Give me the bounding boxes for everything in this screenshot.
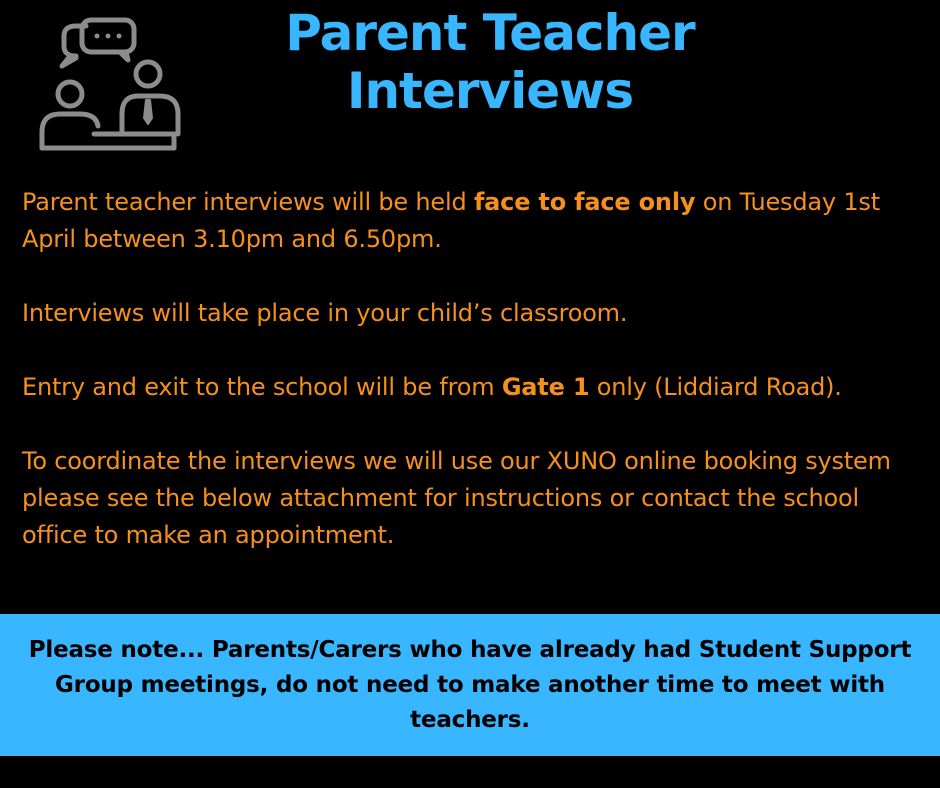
paragraph-entry-exit: [22, 369, 922, 406]
p1-text-after: on Tuesday 1st April between 3.10pm and 6.50pm.: [22, 188, 880, 253]
paragraph-date-time: [22, 184, 922, 258]
parent-teacher-meeting-icon: [34, 14, 184, 156]
p1-emphasis: face to face only: [473, 188, 696, 216]
parent-body-icon: [42, 114, 98, 148]
p3-text-after: only (Liddiard Road).: [589, 373, 842, 401]
page-title: [230, 4, 750, 120]
announcement-body: [22, 184, 922, 554]
paragraph-location: Interviews will take place in your child’s classroom.: [22, 299, 628, 327]
paragraph-booking: To coordinate the interviews we will use our XUNO online booking system please see the below attachment for instructions or contact the school office to make an appointment.: [22, 447, 891, 549]
p1-text-before: Parent teacher interviews will be held: [22, 188, 474, 216]
p3-text-before: Entry and exit to the school will be from: [22, 373, 502, 401]
teacher-head-icon: [136, 62, 160, 86]
p3-emphasis: Gate 1: [501, 373, 590, 401]
note-text: Please note... Parents/Carers who have already had Student Support Group meetings, do not need to make another time to meet with teachers.: [28, 637, 912, 733]
title-line-2: Interviews: [346, 62, 634, 120]
parent-head-icon: [58, 82, 82, 106]
title-line-1: Parent Teacher: [285, 4, 695, 62]
note-banner: [0, 614, 940, 756]
